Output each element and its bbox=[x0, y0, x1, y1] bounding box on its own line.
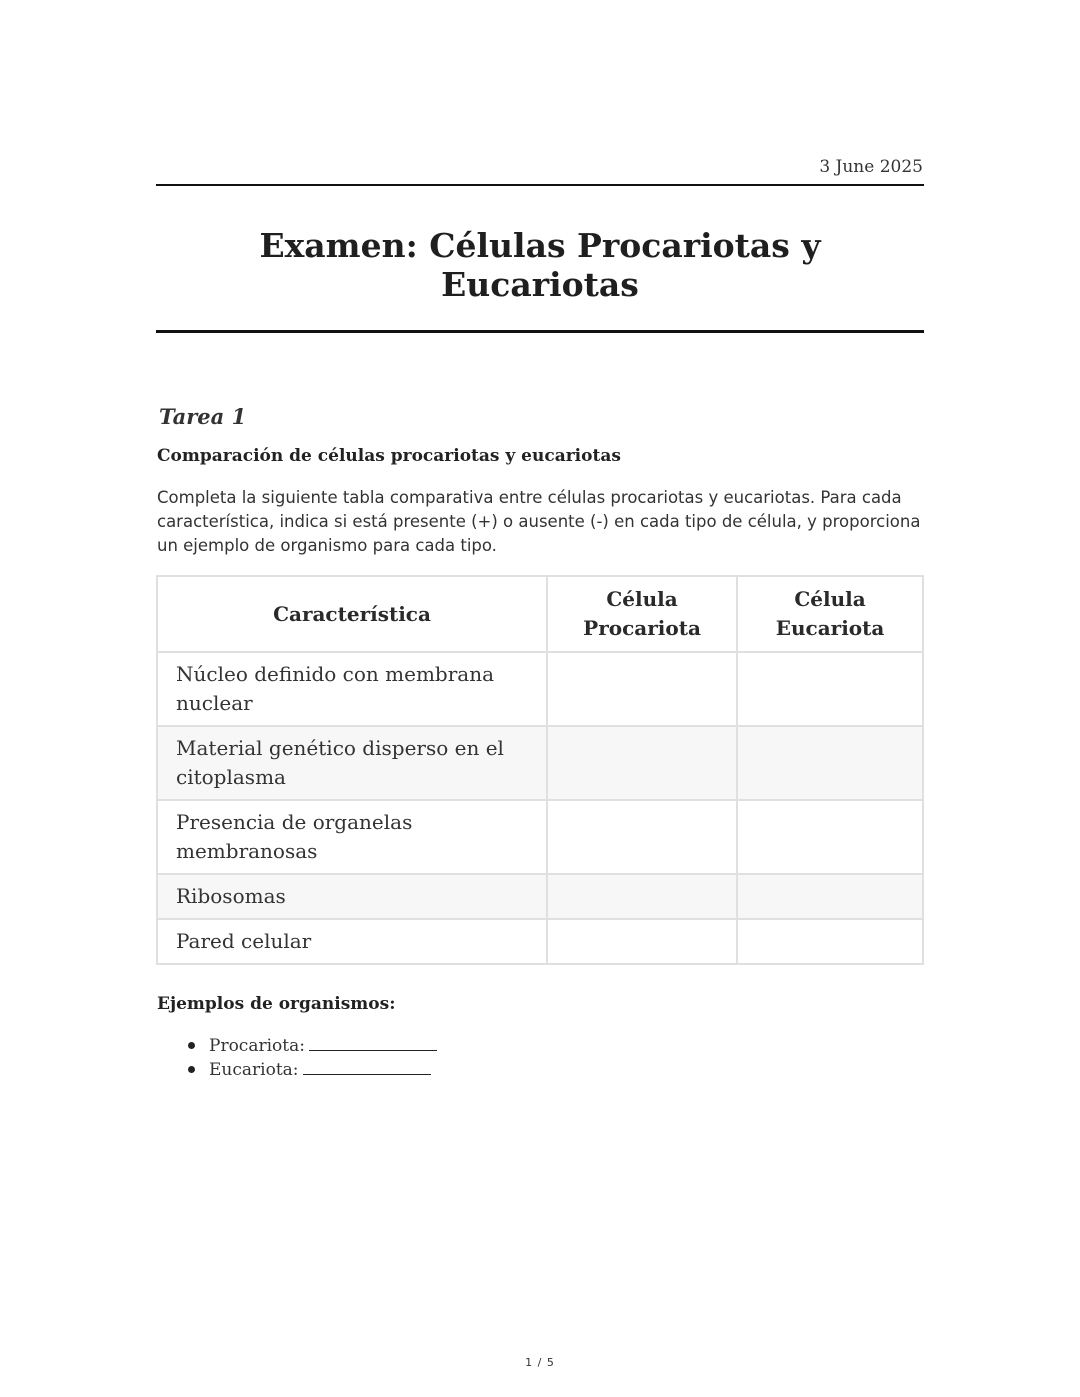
page-number: 1 / 5 bbox=[525, 1356, 555, 1369]
title-divider bbox=[156, 330, 924, 333]
procariota-answer-cell[interactable] bbox=[547, 726, 737, 800]
comparison-table bbox=[156, 575, 924, 965]
header-procariota-line1: Célula bbox=[606, 587, 678, 611]
bullet-icon bbox=[188, 1066, 195, 1073]
example-label-procariota: Procariota: bbox=[209, 1036, 305, 1056]
header-eucariota bbox=[737, 576, 923, 652]
feature-label-cont: membranosas bbox=[176, 839, 318, 863]
table-row bbox=[157, 652, 923, 726]
task-subheading: Comparación de células procariotas y eucariotas bbox=[157, 446, 621, 466]
feature-label-cont: nuclear bbox=[176, 691, 253, 715]
header-eucariota-line1: Célula bbox=[794, 587, 866, 611]
feature-cell bbox=[157, 919, 547, 964]
feature-label: Presencia de organelas bbox=[176, 810, 413, 834]
header-caracteristica bbox=[157, 576, 547, 652]
feature-label: Ribosomas bbox=[176, 884, 286, 908]
table-header-row bbox=[157, 576, 923, 652]
table-row bbox=[157, 800, 923, 874]
procariota-answer-blank[interactable] bbox=[309, 1033, 437, 1051]
eucariota-answer-cell[interactable] bbox=[737, 726, 923, 800]
task-label: Tarea 1 bbox=[159, 404, 247, 429]
eucariota-answer-cell[interactable] bbox=[737, 652, 923, 726]
header-divider bbox=[156, 184, 924, 186]
eucariota-answer-cell[interactable] bbox=[737, 919, 923, 964]
feature-cell bbox=[157, 726, 547, 800]
eucariota-answer-cell[interactable] bbox=[737, 874, 923, 919]
eucariota-answer-blank[interactable] bbox=[303, 1057, 431, 1075]
bullet-icon bbox=[188, 1042, 195, 1049]
examples-list bbox=[185, 1033, 437, 1081]
table-row bbox=[157, 726, 923, 800]
procariota-answer-cell[interactable] bbox=[547, 919, 737, 964]
feature-label: Núcleo definido con membrana bbox=[176, 662, 495, 686]
eucariota-answer-cell[interactable] bbox=[737, 800, 923, 874]
list-item bbox=[185, 1057, 437, 1081]
procariota-answer-cell[interactable] bbox=[547, 874, 737, 919]
example-label-eucariota: Eucariota: bbox=[209, 1060, 299, 1080]
feature-label: Material genético disperso en el bbox=[176, 736, 504, 760]
procariota-answer-cell[interactable] bbox=[547, 652, 737, 726]
document-date: 3 June 2025 bbox=[819, 157, 923, 177]
page-title: Examen: Células Procariotas y Eucariotas bbox=[259, 226, 821, 304]
feature-cell bbox=[157, 874, 547, 919]
feature-cell bbox=[157, 652, 547, 726]
examples-title: Ejemplos de organismos: bbox=[157, 994, 396, 1014]
feature-cell bbox=[157, 800, 547, 874]
feature-label: Pared celular bbox=[176, 929, 312, 953]
header-caracteristica-label: Característica bbox=[273, 601, 431, 626]
task-instructions: Completa la siguiente tabla comparativa entre células procariotas y eucariotas. Para cada característica, indica si está presente (+) o ausente (-) en cada tipo de célula, y proporciona un ejemplo de organismo para cada tipo. bbox=[157, 488, 921, 555]
header-eucariota-line2: Eucariota bbox=[775, 616, 885, 640]
list-item bbox=[185, 1033, 437, 1057]
table-row bbox=[157, 919, 923, 964]
table-row bbox=[157, 874, 923, 919]
header-procariota bbox=[547, 576, 737, 652]
procariota-answer-cell[interactable] bbox=[547, 800, 737, 874]
feature-label-cont: citoplasma bbox=[176, 765, 286, 789]
header-procariota-line2: Procariota bbox=[583, 616, 701, 640]
